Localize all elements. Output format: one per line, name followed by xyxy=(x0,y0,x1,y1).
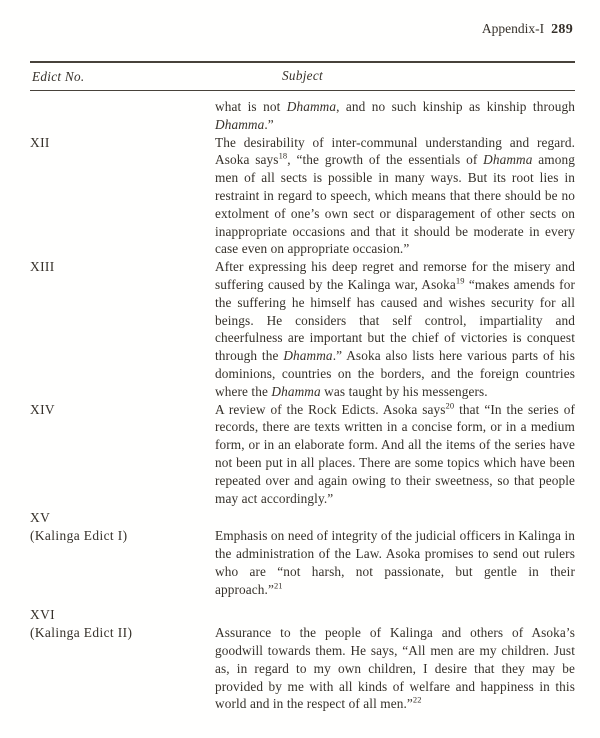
table-header xyxy=(30,61,575,91)
subject-text: Emphasis on need of integrity of the judicial officers in Kalinga in the administration of the Law. Asoka promises to send out rulers who are “not harsh, not passionate, but gentle in their approach.”$^{21}$ xyxy=(215,528,575,597)
table-row xyxy=(30,401,575,508)
table-row xyxy=(30,98,575,134)
table-header-row xyxy=(30,63,575,90)
edict-no-cell xyxy=(30,258,215,276)
edict-no: XIV xyxy=(30,401,55,417)
column-header-subject: Subject xyxy=(282,68,323,83)
subject-cell xyxy=(215,258,575,400)
page-header xyxy=(30,20,575,39)
table-row xyxy=(30,134,575,259)
edict-no: (Kalinga Edict II) xyxy=(30,625,133,641)
subject-cell xyxy=(215,98,575,134)
edict-no: XII xyxy=(30,134,50,150)
edict-no: XV xyxy=(30,510,51,526)
running-head: Appendix-I xyxy=(481,21,545,36)
subject-text: Assurance to the people of Kalinga and others of Asoka’s goodwill towards them. He says, “All men are my children. Just as, in regard to my own children, I desire that they may be provided by me with all kinds of welfare and happiness in this world and in the respect of all men.”$^{22}$ xyxy=(215,625,575,712)
subject-text: The desirability of inter-communal understanding and regard. Asoka says$^{18}$, “the growth of the essentials of Dhamma among men of all sects is possible in many ways. But its root lies in restraint in regard to speech, which means that there should be no extolment of one’s own sect or disparagement of other sects on inappropriate occasions and that it should be moderate in every case even on appropriate occasion.” xyxy=(215,134,575,257)
table-row xyxy=(30,258,575,400)
subject-cell xyxy=(215,401,575,508)
subject-text: A review of the Rock Edicts. Asoka says$^{20}$ that “In the series of records, there are texts written in a concise form, or in a medium form, or in an elaborate form. And all the items of the series have not been put in all places. There are some topics which have been repeated over and again owing to their sweetness, so that people may act accordingly.” xyxy=(215,400,575,506)
subject-cell xyxy=(215,134,575,259)
subject-cell xyxy=(215,509,575,598)
table-body xyxy=(30,98,575,713)
page-number: 289 xyxy=(551,22,573,37)
table-header-rule xyxy=(30,90,575,91)
table-row xyxy=(30,606,575,713)
column-header-edict-no: Edict No. xyxy=(32,69,85,84)
table-row xyxy=(30,509,575,598)
subject-cell xyxy=(215,606,575,713)
edict-no-cell xyxy=(30,606,215,642)
edict-no-cell xyxy=(30,134,215,152)
edict-no: XVI xyxy=(30,607,55,623)
subject-text: After expressing his deep regret and remorse for the misery and suffering caused by the Kalinga war, Asoka$^{19}$ “makes amends for the suffering he himself has caused and wishes security for all beings. He considers that self control, impartiality and cheerfulness are important but the chief of victories is conquest through the Dhamma.” Asoka also lists here various parts of his dominions, countries on the borders, and the foreign countries where the Dhamma was taught by his messengers. xyxy=(215,259,575,399)
edict-no-cell xyxy=(30,401,215,419)
edict-no: XIII xyxy=(30,259,55,275)
edict-no: (Kalinga Edict I) xyxy=(30,528,128,544)
subject-text: what is not Dhamma, and no such kinship as kinship through Dhamma.” xyxy=(215,99,575,132)
edict-no-cell xyxy=(30,509,215,545)
